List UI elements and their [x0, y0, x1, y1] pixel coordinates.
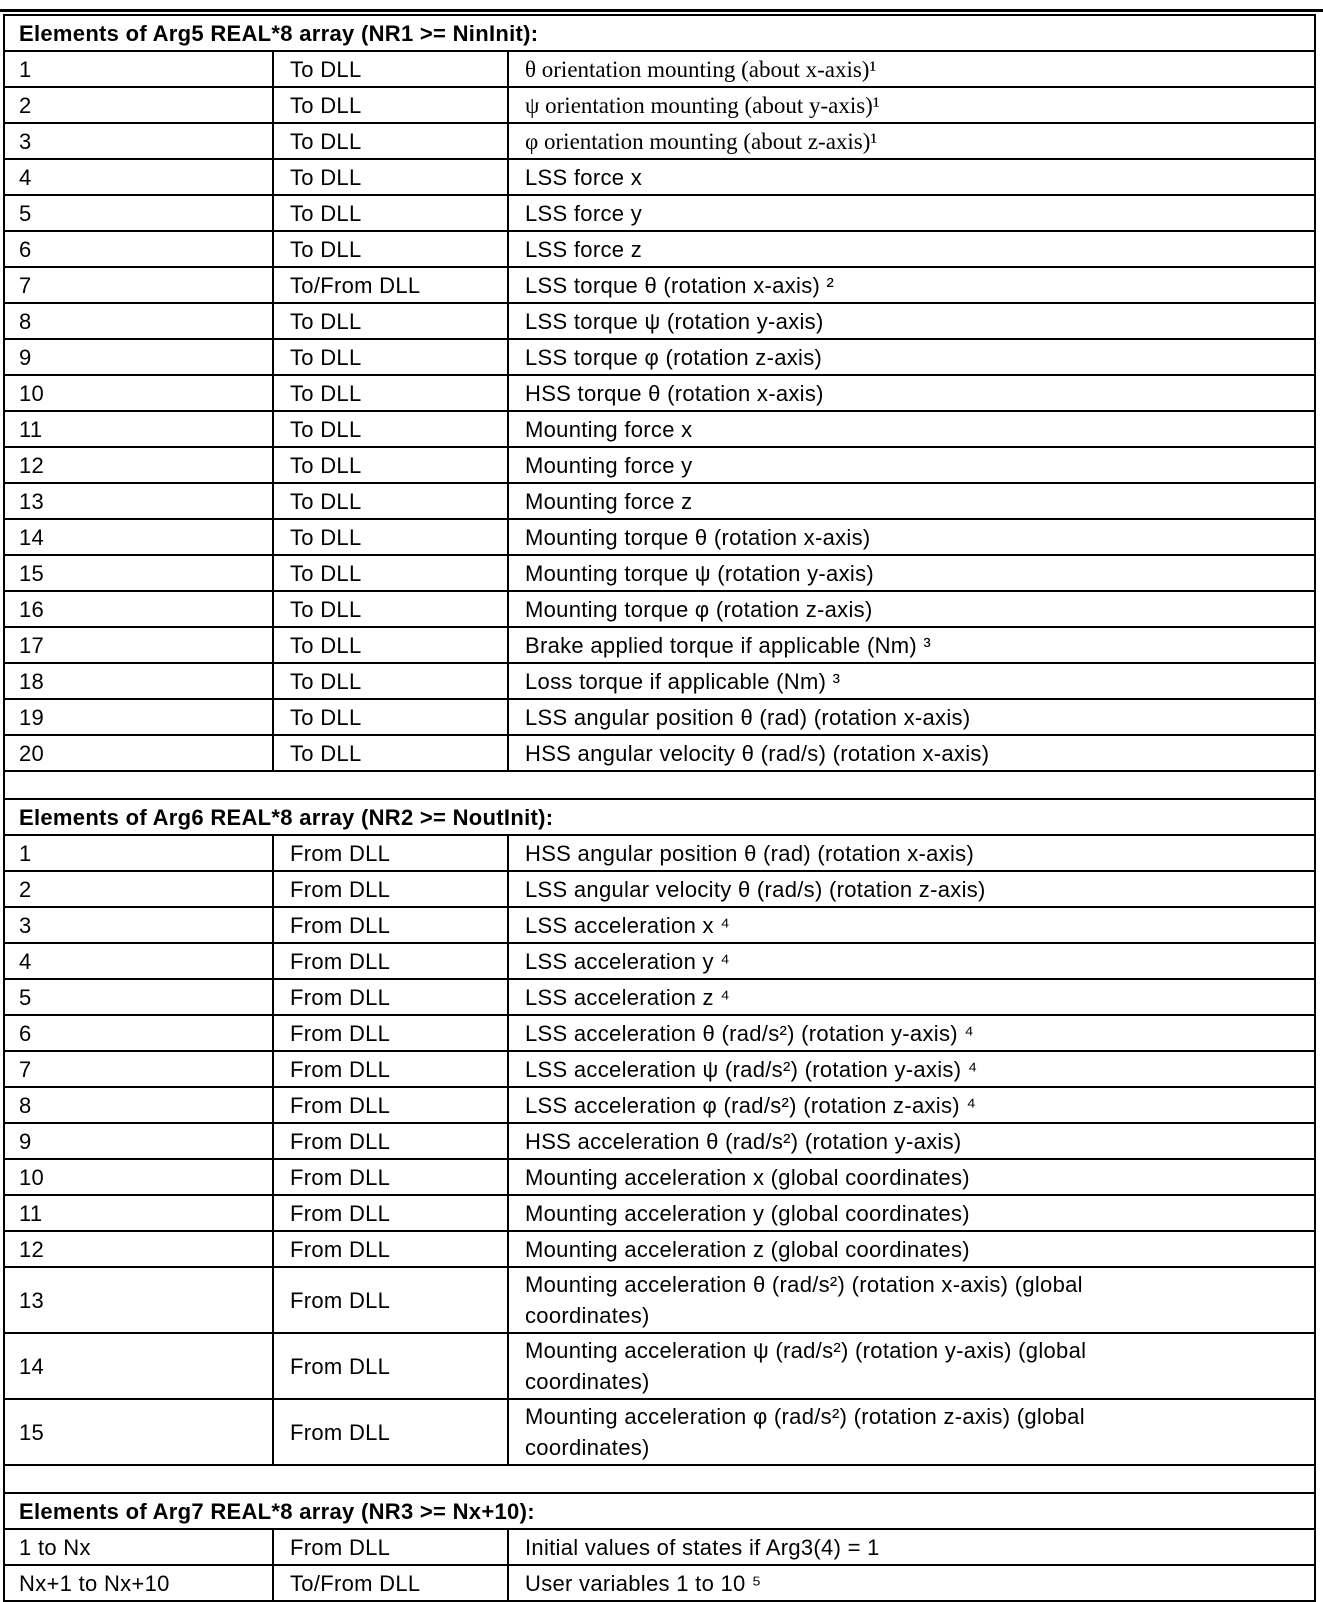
row-description-cell: LSS acceleration x ⁴	[508, 907, 1315, 943]
row-index-cell: 1	[4, 835, 273, 871]
row-direction-cell: To DLL	[273, 159, 508, 195]
row-direction-cell: To DLL	[273, 411, 508, 447]
row-index-cell: 3	[4, 123, 273, 159]
table-row-arg5-15	[4, 591, 1315, 627]
row-description-cell: LSS angular velocity θ (rad/s) (rotation z-axis)	[508, 871, 1315, 907]
section-spacer-row	[4, 771, 1315, 799]
row-description-cell: Mounting acceleration φ (rad/s²) (rotation z-axis) (global coordinates)	[508, 1399, 1315, 1465]
row-direction-cell: From DLL	[273, 1529, 508, 1565]
section-header-row-arg5	[4, 15, 1315, 51]
table-row-arg5-0	[4, 51, 1315, 87]
section-header-row-arg7	[4, 1493, 1315, 1529]
row-direction-cell: To DLL	[273, 663, 508, 699]
row-description-cell: Mounting torque φ (rotation z-axis)	[508, 591, 1315, 627]
row-description-cell: Mounting force z	[508, 483, 1315, 519]
row-direction-cell: From DLL	[273, 1015, 508, 1051]
row-index-cell: 9	[4, 1123, 273, 1159]
row-description-cell: LSS torque θ (rotation x-axis) ²	[508, 267, 1315, 303]
row-index-cell: Nx+1 to Nx+10	[4, 1565, 273, 1601]
row-description-cell: HSS torque θ (rotation x-axis)	[508, 375, 1315, 411]
table-row-arg5-13	[4, 519, 1315, 555]
section-spacer-row	[4, 1465, 1315, 1493]
row-index-cell: 15	[4, 555, 273, 591]
row-description-cell: Mounting torque θ (rotation x-axis)	[508, 519, 1315, 555]
row-index-cell: 10	[4, 375, 273, 411]
row-description-cell: φ orientation mounting (about z-axis)¹	[508, 123, 1315, 159]
row-description-cell: LSS force x	[508, 159, 1315, 195]
row-direction-cell: From DLL	[273, 907, 508, 943]
row-index-cell: 15	[4, 1399, 273, 1465]
row-index-cell: 4	[4, 943, 273, 979]
table-row-arg6-4	[4, 979, 1315, 1015]
row-index-cell: 5	[4, 979, 273, 1015]
page-top-rule	[0, 9, 1323, 12]
row-direction-cell: To DLL	[273, 51, 508, 87]
table-row-arg5-19	[4, 735, 1315, 771]
row-description-cell: Mounting acceleration θ (rad/s²) (rotation x-axis) (global coordinates)	[508, 1267, 1315, 1333]
table-row-arg6-12	[4, 1267, 1315, 1333]
row-direction-cell: To DLL	[273, 735, 508, 771]
table-row-arg6-13	[4, 1333, 1315, 1399]
table-row-arg6-1	[4, 871, 1315, 907]
row-direction-cell: To DLL	[273, 627, 508, 663]
row-direction-cell: To DLL	[273, 519, 508, 555]
row-direction-cell: From DLL	[273, 1195, 508, 1231]
row-index-cell: 14	[4, 519, 273, 555]
section-header-row-arg6	[4, 799, 1315, 835]
row-direction-cell: To DLL	[273, 231, 508, 267]
row-description-cell: User variables 1 to 10 ⁵	[508, 1565, 1315, 1601]
table-row-arg6-9	[4, 1159, 1315, 1195]
row-index-cell: 11	[4, 411, 273, 447]
row-index-cell: 4	[4, 159, 273, 195]
row-direction-cell: To DLL	[273, 699, 508, 735]
row-index-cell: 11	[4, 1195, 273, 1231]
table-row-arg6-6	[4, 1051, 1315, 1087]
table-row-arg5-4	[4, 195, 1315, 231]
table-row-arg6-0	[4, 835, 1315, 871]
table-row-arg6-14	[4, 1399, 1315, 1465]
section-title-arg6: Elements of Arg6 REAL*8 array (NR2 >= NoutInit):	[4, 799, 1315, 835]
row-index-cell: 6	[4, 1015, 273, 1051]
row-direction-cell: To DLL	[273, 447, 508, 483]
table-row-arg6-10	[4, 1195, 1315, 1231]
row-description-cell: ψ orientation mounting (about y-axis)¹	[508, 87, 1315, 123]
row-direction-cell: From DLL	[273, 943, 508, 979]
row-direction-cell: To DLL	[273, 591, 508, 627]
table-row-arg5-16	[4, 627, 1315, 663]
row-direction-cell: From DLL	[273, 1333, 508, 1399]
row-description-cell: HSS angular velocity θ (rad/s) (rotation x-axis)	[508, 735, 1315, 771]
table-row-arg6-2	[4, 907, 1315, 943]
row-description-cell: Mounting acceleration y (global coordinates)	[508, 1195, 1315, 1231]
table-row-arg5-8	[4, 339, 1315, 375]
row-index-cell: 10	[4, 1159, 273, 1195]
row-index-cell: 3	[4, 907, 273, 943]
row-description-cell: LSS torque ψ (rotation y-axis)	[508, 303, 1315, 339]
table-row-arg6-3	[4, 943, 1315, 979]
table-row-arg5-18	[4, 699, 1315, 735]
row-index-cell: 1	[4, 51, 273, 87]
row-description-cell: LSS torque φ (rotation z-axis)	[508, 339, 1315, 375]
row-index-cell: 2	[4, 871, 273, 907]
row-direction-cell: From DLL	[273, 1087, 508, 1123]
row-direction-cell: From DLL	[273, 1267, 508, 1333]
row-description-cell: LSS acceleration φ (rad/s²) (rotation z-axis) ⁴	[508, 1087, 1315, 1123]
row-direction-cell: To DLL	[273, 195, 508, 231]
row-index-cell: 14	[4, 1333, 273, 1399]
row-index-cell: 20	[4, 735, 273, 771]
section-spacer-cell	[4, 771, 1315, 799]
table-row-arg5-10	[4, 411, 1315, 447]
row-index-cell: 5	[4, 195, 273, 231]
table-row-arg6-7	[4, 1087, 1315, 1123]
row-index-cell: 9	[4, 339, 273, 375]
dll-arrays-table	[3, 14, 1316, 1602]
table-row-arg5-3	[4, 159, 1315, 195]
row-index-cell: 12	[4, 447, 273, 483]
table-row-arg6-5	[4, 1015, 1315, 1051]
row-direction-cell: From DLL	[273, 871, 508, 907]
row-index-cell: 13	[4, 483, 273, 519]
row-direction-cell: From DLL	[273, 1123, 508, 1159]
table-row-arg5-12	[4, 483, 1315, 519]
row-description-cell: Initial values of states if Arg3(4) = 1	[508, 1529, 1315, 1565]
row-index-cell: 6	[4, 231, 273, 267]
row-direction-cell: To DLL	[273, 555, 508, 591]
row-description-cell: LSS acceleration ψ (rad/s²) (rotation y-axis) ⁴	[508, 1051, 1315, 1087]
row-index-cell: 1 to Nx	[4, 1529, 273, 1565]
row-direction-cell: To DLL	[273, 87, 508, 123]
row-description-cell: LSS acceleration z ⁴	[508, 979, 1315, 1015]
row-index-cell: 13	[4, 1267, 273, 1333]
row-description-cell: Brake applied torque if applicable (Nm) ³	[508, 627, 1315, 663]
row-direction-cell: From DLL	[273, 1231, 508, 1267]
table-row-arg5-6	[4, 267, 1315, 303]
row-description-cell: Mounting force y	[508, 447, 1315, 483]
row-direction-cell: To/From DLL	[273, 267, 508, 303]
row-index-cell: 8	[4, 1087, 273, 1123]
row-description-cell: LSS acceleration y ⁴	[508, 943, 1315, 979]
row-direction-cell: From DLL	[273, 1051, 508, 1087]
row-direction-cell: From DLL	[273, 1159, 508, 1195]
row-description-cell: LSS force z	[508, 231, 1315, 267]
row-index-cell: 16	[4, 591, 273, 627]
table-row-arg5-1	[4, 87, 1315, 123]
row-description-cell: θ orientation mounting (about x-axis)¹	[508, 51, 1315, 87]
row-index-cell: 8	[4, 303, 273, 339]
row-direction-cell: To DLL	[273, 303, 508, 339]
row-description-cell: Mounting torque ψ (rotation y-axis)	[508, 555, 1315, 591]
row-index-cell: 7	[4, 267, 273, 303]
row-description-cell: LSS force y	[508, 195, 1315, 231]
row-description-cell: Mounting acceleration ψ (rad/s²) (rotation y-axis) (global coordinates)	[508, 1333, 1315, 1399]
row-index-cell: 19	[4, 699, 273, 735]
section-spacer-cell	[4, 1465, 1315, 1493]
row-index-cell: 17	[4, 627, 273, 663]
table-row-arg5-2	[4, 123, 1315, 159]
table-row-arg6-8	[4, 1123, 1315, 1159]
row-description-cell: HSS acceleration θ (rad/s²) (rotation y-axis)	[508, 1123, 1315, 1159]
row-direction-cell: To DLL	[273, 483, 508, 519]
row-direction-cell: From DLL	[273, 979, 508, 1015]
table-row-arg5-14	[4, 555, 1315, 591]
dll-arrays-table-body	[4, 15, 1315, 1601]
row-index-cell: 7	[4, 1051, 273, 1087]
table-row-arg5-17	[4, 663, 1315, 699]
row-description-cell: HSS angular position θ (rad) (rotation x-axis)	[508, 835, 1315, 871]
section-title-arg5: Elements of Arg5 REAL*8 array (NR1 >= NinInit):	[4, 15, 1315, 51]
row-description-cell: Mounting force x	[508, 411, 1315, 447]
row-direction-cell: From DLL	[273, 835, 508, 871]
row-description-cell: LSS angular position θ (rad) (rotation x-axis)	[508, 699, 1315, 735]
row-description-cell: Loss torque if applicable (Nm) ³	[508, 663, 1315, 699]
row-direction-cell: To DLL	[273, 339, 508, 375]
row-index-cell: 18	[4, 663, 273, 699]
section-title-arg7: Elements of Arg7 REAL*8 array (NR3 >= Nx+10):	[4, 1493, 1315, 1529]
row-direction-cell: To DLL	[273, 123, 508, 159]
row-direction-cell: To DLL	[273, 375, 508, 411]
table-row-arg5-5	[4, 231, 1315, 267]
table-row-arg5-11	[4, 447, 1315, 483]
row-description-cell: Mounting acceleration z (global coordinates)	[508, 1231, 1315, 1267]
row-direction-cell: From DLL	[273, 1399, 508, 1465]
table-row-arg7-1	[4, 1565, 1315, 1601]
table-row-arg5-9	[4, 375, 1315, 411]
row-description-cell: LSS acceleration θ (rad/s²) (rotation y-axis) ⁴	[508, 1015, 1315, 1051]
row-index-cell: 2	[4, 87, 273, 123]
row-description-cell: Mounting acceleration x (global coordinates)	[508, 1159, 1315, 1195]
table-row-arg5-7	[4, 303, 1315, 339]
table-row-arg6-11	[4, 1231, 1315, 1267]
row-index-cell: 12	[4, 1231, 273, 1267]
row-direction-cell: To/From DLL	[273, 1565, 508, 1601]
